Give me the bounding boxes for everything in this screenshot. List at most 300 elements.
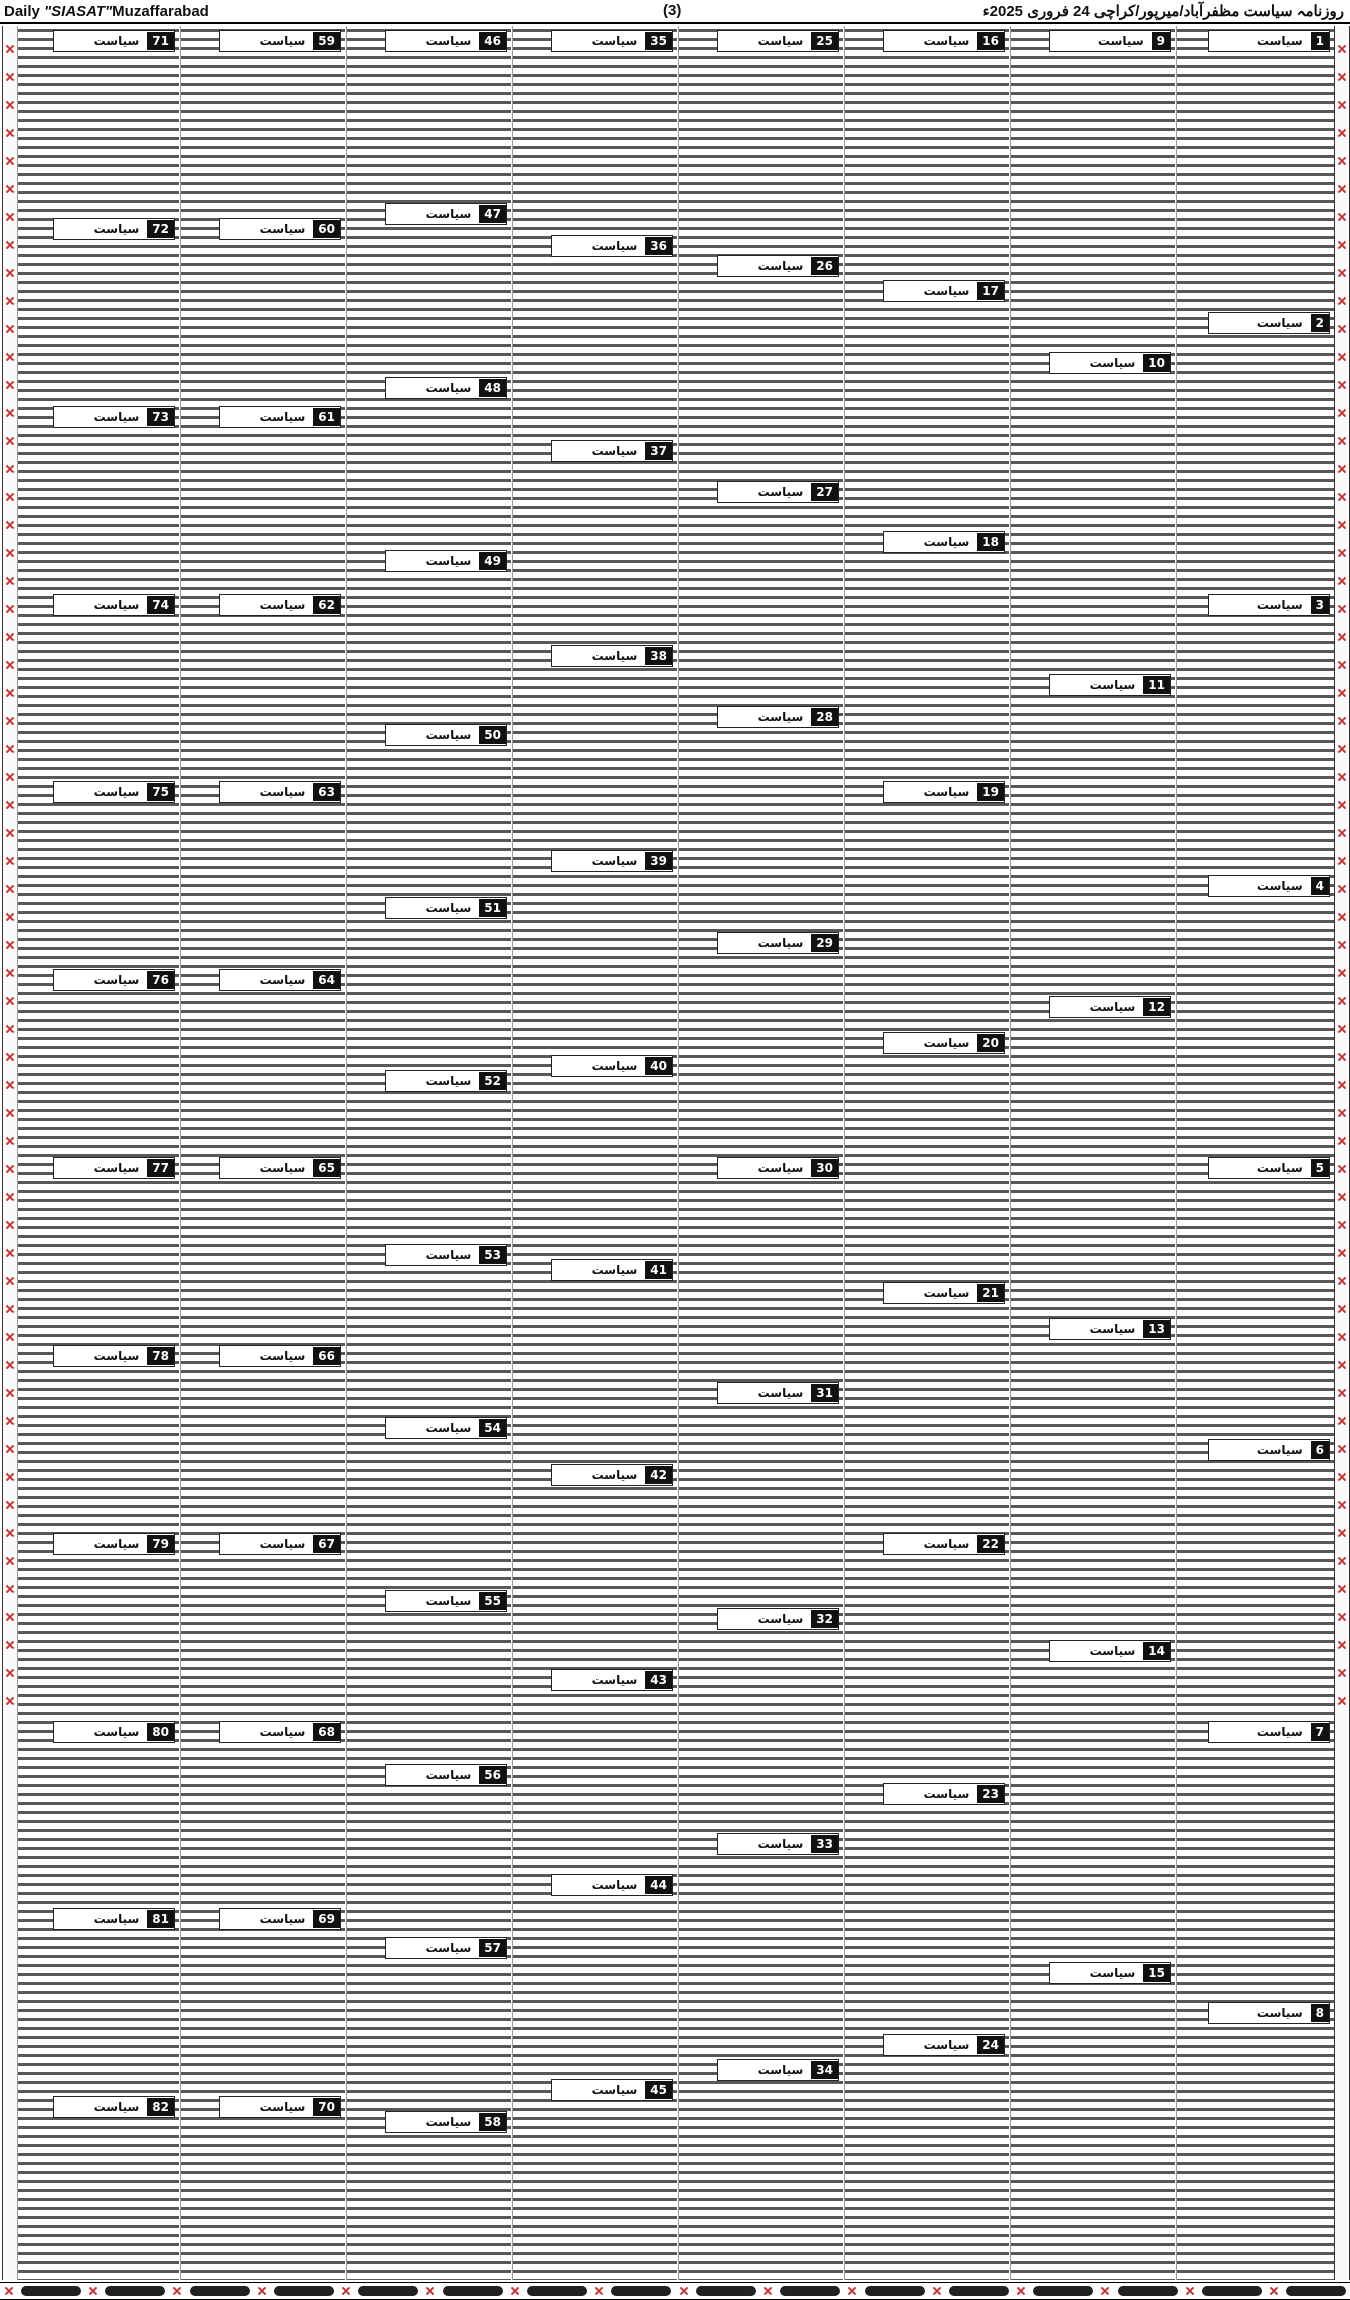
question-tag-word: سیاست — [923, 1787, 970, 1801]
question-tag — [385, 1244, 507, 1266]
question-number: 37 — [645, 442, 672, 460]
question-tag-word: سیاست — [93, 1161, 140, 1175]
column-body-text — [18, 26, 179, 2280]
question-number: 25 — [811, 32, 838, 50]
question-tag — [883, 781, 1005, 803]
ornament-cross-icon — [5, 1024, 15, 1034]
question-tag — [717, 255, 839, 277]
question-tag — [219, 218, 341, 240]
column-body-text — [513, 26, 677, 2280]
question-tag-word: سیاست — [93, 2100, 140, 2114]
question-tag-word: سیاست — [93, 785, 140, 799]
ornament-cross-icon — [1337, 100, 1347, 110]
question-tag — [219, 1157, 341, 1179]
question-number: 71 — [147, 32, 174, 50]
question-tag-word: سیاست — [259, 598, 306, 612]
question-tag-word: سیاست — [259, 410, 306, 424]
question-number: 55 — [479, 1592, 506, 1610]
ornament-cross-icon — [1337, 492, 1347, 502]
ornament-cross-icon — [1337, 1332, 1347, 1342]
question-tag-word: سیاست — [923, 284, 970, 298]
ornament-cross-icon — [1337, 156, 1347, 166]
question-number: 39 — [645, 852, 672, 870]
question-tag-word: سیاست — [1089, 1322, 1136, 1336]
ornament-cross-icon — [1337, 576, 1347, 586]
text-column — [1176, 26, 1334, 2280]
ornament-cross-icon — [594, 2286, 604, 2296]
ornament-bar — [865, 2286, 925, 2296]
question-tag-word: سیاست — [425, 207, 472, 221]
question-tag — [717, 30, 839, 52]
ornament-cross-icon — [1337, 1528, 1347, 1538]
question-number: 48 — [479, 379, 506, 397]
question-tag — [219, 1908, 341, 1930]
question-tag — [551, 440, 673, 462]
question-tag-word: سیاست — [93, 1725, 140, 1739]
question-tag-word: سیاست — [591, 1878, 638, 1892]
question-number: 58 — [479, 2113, 506, 2131]
ornament-cross-icon — [763, 2286, 773, 2296]
ornament-cross-icon — [1016, 2286, 1026, 2296]
question-number: 13 — [1143, 1320, 1170, 1338]
question-number: 51 — [479, 899, 506, 917]
question-number: 64 — [313, 971, 340, 989]
question-tag-word: سیاست — [923, 535, 970, 549]
question-number: 30 — [811, 1159, 838, 1177]
question-number: 29 — [811, 934, 838, 952]
question-number: 45 — [645, 2081, 672, 2099]
question-number: 8 — [1311, 2004, 1329, 2022]
ornament-cross-icon — [5, 44, 15, 54]
ornament-cross-icon — [5, 1248, 15, 1258]
question-tag-word: سیاست — [425, 381, 472, 395]
ornament-cross-icon — [5, 72, 15, 82]
ornament-cross-icon — [341, 2286, 351, 2296]
question-tag-word: سیاست — [1256, 1725, 1303, 1739]
ornament-cross-icon — [5, 464, 15, 474]
question-tag — [883, 1533, 1005, 1555]
question-tag-word: سیاست — [1089, 1644, 1136, 1658]
text-column — [346, 26, 511, 2280]
question-tag-word: سیاست — [1256, 2006, 1303, 2020]
question-number: 6 — [1311, 1441, 1329, 1459]
question-tag-word: سیاست — [259, 1912, 306, 1926]
question-number: 65 — [313, 1159, 340, 1177]
question-tag — [385, 897, 507, 919]
ornament-bar — [443, 2286, 503, 2296]
ornament-cross-icon — [1337, 772, 1347, 782]
ornament-cross-icon — [5, 156, 15, 166]
question-tag-word: سیاست — [93, 1537, 140, 1551]
question-number: 19 — [977, 783, 1004, 801]
question-tag — [551, 30, 673, 52]
ornament-cross-icon — [1337, 520, 1347, 530]
ornament-cross-icon — [5, 576, 15, 586]
ornament-cross-icon — [847, 2286, 857, 2296]
question-tag-word: سیاست — [757, 34, 804, 48]
ornament-bar — [780, 2286, 840, 2296]
question-tag — [883, 1282, 1005, 1304]
question-number: 41 — [645, 1261, 672, 1279]
question-tag-word: سیاست — [425, 1074, 472, 1088]
ornament-bar — [1118, 2286, 1178, 2296]
ornament-cross-icon — [1337, 408, 1347, 418]
question-number: 5 — [1311, 1159, 1329, 1177]
ornament-cross-icon — [932, 2286, 942, 2296]
question-number: 27 — [811, 483, 838, 501]
question-tag — [219, 1533, 341, 1555]
ornament-cross-icon — [5, 380, 15, 390]
question-tag — [551, 645, 673, 667]
question-number: 23 — [977, 1785, 1004, 1803]
question-number: 47 — [479, 205, 506, 223]
text-column — [844, 26, 1009, 2280]
question-tag — [551, 2079, 673, 2101]
question-tag — [551, 1874, 673, 1896]
ornament-cross-icon — [5, 492, 15, 502]
question-tag-word: سیاست — [1089, 1000, 1136, 1014]
question-tag-word: سیاست — [1256, 598, 1303, 612]
text-column — [1010, 26, 1175, 2280]
question-tag — [219, 30, 341, 52]
question-number: 43 — [645, 1671, 672, 1689]
question-number: 80 — [147, 1723, 174, 1741]
question-number: 38 — [645, 647, 672, 665]
question-number: 74 — [147, 596, 174, 614]
question-number: 28 — [811, 708, 838, 726]
question-tag-word: سیاست — [591, 1673, 638, 1687]
ornament-cross-icon — [1337, 632, 1347, 642]
question-tag-word: سیاست — [425, 34, 472, 48]
question-number: 60 — [313, 220, 340, 238]
ornament-cross-icon — [5, 1276, 15, 1286]
question-number: 73 — [147, 408, 174, 426]
question-tag — [1049, 1640, 1171, 1662]
ornament-cross-icon — [5, 1108, 15, 1118]
question-tag-word: سیاست — [923, 1286, 970, 1300]
question-number: 36 — [645, 237, 672, 255]
ornament-cross-icon — [5, 744, 15, 754]
ornament-cross-icon — [5, 1696, 15, 1706]
question-number: 59 — [313, 32, 340, 50]
ornament-cross-icon — [1337, 660, 1347, 670]
ornament-cross-icon — [1337, 1388, 1347, 1398]
ornament-bar — [105, 2286, 165, 2296]
question-tag — [385, 377, 507, 399]
question-tag-word: سیاست — [425, 1421, 472, 1435]
question-tag — [219, 969, 341, 991]
right-border-ornament — [1334, 26, 1350, 2280]
question-tag — [219, 781, 341, 803]
ornament-cross-icon — [1337, 1360, 1347, 1370]
ornament-cross-icon — [1337, 744, 1347, 754]
question-tag-word: سیاست — [923, 1537, 970, 1551]
question-number: 61 — [313, 408, 340, 426]
question-number: 1 — [1311, 32, 1329, 50]
question-tag-word: سیاست — [1097, 34, 1144, 48]
question-tag-word: سیاست — [591, 444, 638, 458]
ornament-cross-icon — [1337, 1164, 1347, 1174]
ornament-cross-icon — [1269, 2286, 1279, 2296]
question-tag-word: سیاست — [259, 785, 306, 799]
question-tag-word: سیاست — [93, 410, 140, 424]
question-number: 56 — [479, 1766, 506, 1784]
ornament-cross-icon — [1337, 1024, 1347, 1034]
ornament-cross-icon — [1337, 912, 1347, 922]
ornament-bar — [358, 2286, 418, 2296]
ornament-cross-icon — [257, 2286, 267, 2296]
ornament-cross-icon — [5, 1444, 15, 1454]
question-tag — [385, 1417, 507, 1439]
ornament-cross-icon — [5, 1556, 15, 1566]
ornament-cross-icon — [1337, 1416, 1347, 1426]
ornament-cross-icon — [5, 968, 15, 978]
ornament-cross-icon — [5, 828, 15, 838]
ornament-cross-icon — [5, 352, 15, 362]
question-tag-word: سیاست — [425, 2115, 472, 2129]
ornament-cross-icon — [1337, 688, 1347, 698]
urdu-dateline: روزنامہ سیاست مظفرآباد/میرپور/کراچی 24 فروری 2025ء — [982, 3, 1344, 20]
ornament-cross-icon — [1337, 212, 1347, 222]
ornament-cross-icon — [1337, 1192, 1347, 1202]
ornament-cross-icon — [1337, 268, 1347, 278]
ornament-cross-icon — [1337, 716, 1347, 726]
ornament-cross-icon — [5, 996, 15, 1006]
ornament-cross-icon — [1337, 44, 1347, 54]
question-tag-word: سیاست — [93, 34, 140, 48]
question-number: 40 — [645, 1057, 672, 1075]
question-number: 50 — [479, 726, 506, 744]
ornament-cross-icon — [5, 604, 15, 614]
question-number: 82 — [147, 2098, 174, 2116]
question-tag — [551, 235, 673, 257]
question-tag — [53, 969, 175, 991]
question-tag-word: سیاست — [923, 1036, 970, 1050]
question-number: 54 — [479, 1419, 506, 1437]
question-tag-word: سیاست — [425, 1941, 472, 1955]
page-number: (3) — [663, 2, 682, 19]
ornament-cross-icon — [1337, 1696, 1347, 1706]
column-body-text — [181, 26, 345, 2280]
ornament-cross-icon — [1337, 1444, 1347, 1454]
question-tag — [883, 2034, 1005, 2056]
question-number: 31 — [811, 1384, 838, 1402]
question-number: 15 — [1143, 1964, 1170, 1982]
ornament-cross-icon — [1337, 828, 1347, 838]
question-tag — [53, 406, 175, 428]
text-column — [180, 26, 345, 2280]
question-tag-word: سیاست — [757, 1612, 804, 1626]
ornament-cross-icon — [5, 772, 15, 782]
question-tag — [53, 1908, 175, 1930]
question-tag — [53, 30, 175, 52]
ornament-cross-icon — [1337, 1500, 1347, 1510]
question-tag-word: سیاست — [93, 598, 140, 612]
question-tag — [385, 1590, 507, 1612]
question-tag-word: سیاست — [591, 1468, 638, 1482]
ornament-cross-icon — [5, 884, 15, 894]
ornament-cross-icon — [5, 1500, 15, 1510]
question-number: 63 — [313, 783, 340, 801]
question-tag — [717, 481, 839, 503]
ornament-cross-icon — [5, 128, 15, 138]
question-number: 12 — [1143, 998, 1170, 1016]
ornament-cross-icon — [1337, 464, 1347, 474]
ornament-cross-icon — [5, 324, 15, 334]
question-tag — [1208, 1439, 1330, 1461]
question-tag-word: سیاست — [1089, 1966, 1136, 1980]
question-number: 44 — [645, 1876, 672, 1894]
question-tag-word: سیاست — [591, 1059, 638, 1073]
ornament-cross-icon — [1337, 800, 1347, 810]
question-tag-word: سیاست — [93, 1912, 140, 1926]
question-tag — [551, 1464, 673, 1486]
question-tag — [53, 1721, 175, 1743]
question-tag-word: سیاست — [425, 1248, 472, 1262]
ornament-bar — [190, 2286, 250, 2296]
question-tag — [551, 1055, 673, 1077]
question-number: 33 — [811, 1835, 838, 1853]
ornament-cross-icon — [1337, 352, 1347, 362]
question-tag — [883, 1783, 1005, 1805]
ornament-cross-icon — [510, 2286, 520, 2296]
ornament-cross-icon — [5, 296, 15, 306]
question-tag-word: سیاست — [591, 239, 638, 253]
question-number: 4 — [1311, 877, 1329, 895]
question-tag-word: سیاست — [259, 1349, 306, 1363]
question-tag-word: سیاست — [259, 1161, 306, 1175]
question-tag-word: سیاست — [591, 1263, 638, 1277]
ornament-cross-icon — [5, 1164, 15, 1174]
question-tag-word: سیاست — [259, 2100, 306, 2114]
ornament-cross-icon — [5, 184, 15, 194]
question-number: 11 — [1143, 676, 1170, 694]
ornament-cross-icon — [5, 1136, 15, 1146]
question-tag — [53, 2096, 175, 2118]
question-number: 57 — [479, 1939, 506, 1957]
ornament-cross-icon — [1337, 1668, 1347, 1678]
question-number: 22 — [977, 1535, 1004, 1553]
ornament-cross-icon — [5, 240, 15, 250]
question-tag — [883, 1032, 1005, 1054]
ornament-cross-icon — [88, 2286, 98, 2296]
question-number: 14 — [1143, 1642, 1170, 1660]
ornament-cross-icon — [5, 1640, 15, 1650]
question-tag — [1049, 30, 1171, 52]
question-number: 72 — [147, 220, 174, 238]
question-number: 2 — [1311, 314, 1329, 332]
ornament-cross-icon — [1337, 1304, 1347, 1314]
question-tag-word: سیاست — [425, 901, 472, 915]
question-number: 77 — [147, 1159, 174, 1177]
ornament-cross-icon — [5, 1192, 15, 1202]
ornament-cross-icon — [1100, 2286, 1110, 2296]
question-tag — [53, 218, 175, 240]
question-number: 66 — [313, 1347, 340, 1365]
question-tag — [219, 406, 341, 428]
question-tag — [717, 932, 839, 954]
question-tag-word: سیاست — [591, 2083, 638, 2097]
ornament-cross-icon — [5, 688, 15, 698]
ornament-cross-icon — [5, 856, 15, 866]
ornament-bar — [1202, 2286, 1262, 2296]
ornament-cross-icon — [1337, 324, 1347, 334]
question-number: 7 — [1311, 1723, 1329, 1741]
question-number: 34 — [811, 2061, 838, 2079]
question-tag-word: سیاست — [591, 34, 638, 48]
ornament-cross-icon — [5, 408, 15, 418]
ornament-bar — [21, 2286, 81, 2296]
question-tag — [883, 531, 1005, 553]
question-tag — [1049, 674, 1171, 696]
question-tag — [385, 30, 507, 52]
question-tag — [717, 706, 839, 728]
ornament-cross-icon — [1337, 884, 1347, 894]
question-tag-word: سیاست — [1089, 678, 1136, 692]
ornament-cross-icon — [1337, 1472, 1347, 1482]
ornament-cross-icon — [1337, 1612, 1347, 1622]
question-tag-word: سیاست — [757, 2063, 804, 2077]
column-body-text — [1177, 26, 1334, 2280]
ornament-cross-icon — [5, 800, 15, 810]
question-tag-word: سیاست — [757, 1837, 804, 1851]
ornament-cross-icon — [5, 1668, 15, 1678]
ornament-cross-icon — [1337, 1052, 1347, 1062]
question-number: 62 — [313, 596, 340, 614]
ornament-cross-icon — [5, 212, 15, 222]
question-tag — [53, 1533, 175, 1555]
ornament-cross-icon — [5, 1584, 15, 1594]
question-tag — [385, 1070, 507, 1092]
ornament-cross-icon — [5, 632, 15, 642]
ornament-cross-icon — [5, 1080, 15, 1090]
ornament-cross-icon — [5, 1332, 15, 1342]
question-tag-word: سیاست — [259, 973, 306, 987]
question-number: 78 — [147, 1347, 174, 1365]
ornament-cross-icon — [5, 268, 15, 278]
question-tag-word: سیاست — [757, 1386, 804, 1400]
question-tag-word: سیاست — [757, 485, 804, 499]
question-number: 42 — [645, 1466, 672, 1484]
ornament-cross-icon — [1337, 1220, 1347, 1230]
question-tag-word: سیاست — [93, 1349, 140, 1363]
ornament-cross-icon — [5, 1416, 15, 1426]
question-number: 76 — [147, 971, 174, 989]
question-tag — [385, 1937, 507, 1959]
ornament-bar — [611, 2286, 671, 2296]
ornament-cross-icon — [1185, 2286, 1195, 2296]
ornament-cross-icon — [1337, 604, 1347, 614]
ornament-cross-icon — [5, 548, 15, 558]
ornament-bar — [1033, 2286, 1093, 2296]
question-number: 16 — [977, 32, 1004, 50]
text-column — [678, 26, 843, 2280]
question-tag — [385, 203, 507, 225]
ornament-cross-icon — [5, 436, 15, 446]
ornament-cross-icon — [1337, 996, 1347, 1006]
question-tag-word: سیاست — [1256, 316, 1303, 330]
question-tag — [1208, 1157, 1330, 1179]
question-tag-word: سیاست — [1256, 34, 1303, 48]
question-tag-word: سیاست — [259, 222, 306, 236]
question-tag — [53, 781, 175, 803]
question-number: 68 — [313, 1723, 340, 1741]
ornament-cross-icon — [1337, 1640, 1347, 1650]
text-column — [512, 26, 677, 2280]
column-body-text — [845, 26, 1009, 2280]
question-tag-word: سیاست — [591, 854, 638, 868]
ornament-cross-icon — [1337, 1584, 1347, 1594]
